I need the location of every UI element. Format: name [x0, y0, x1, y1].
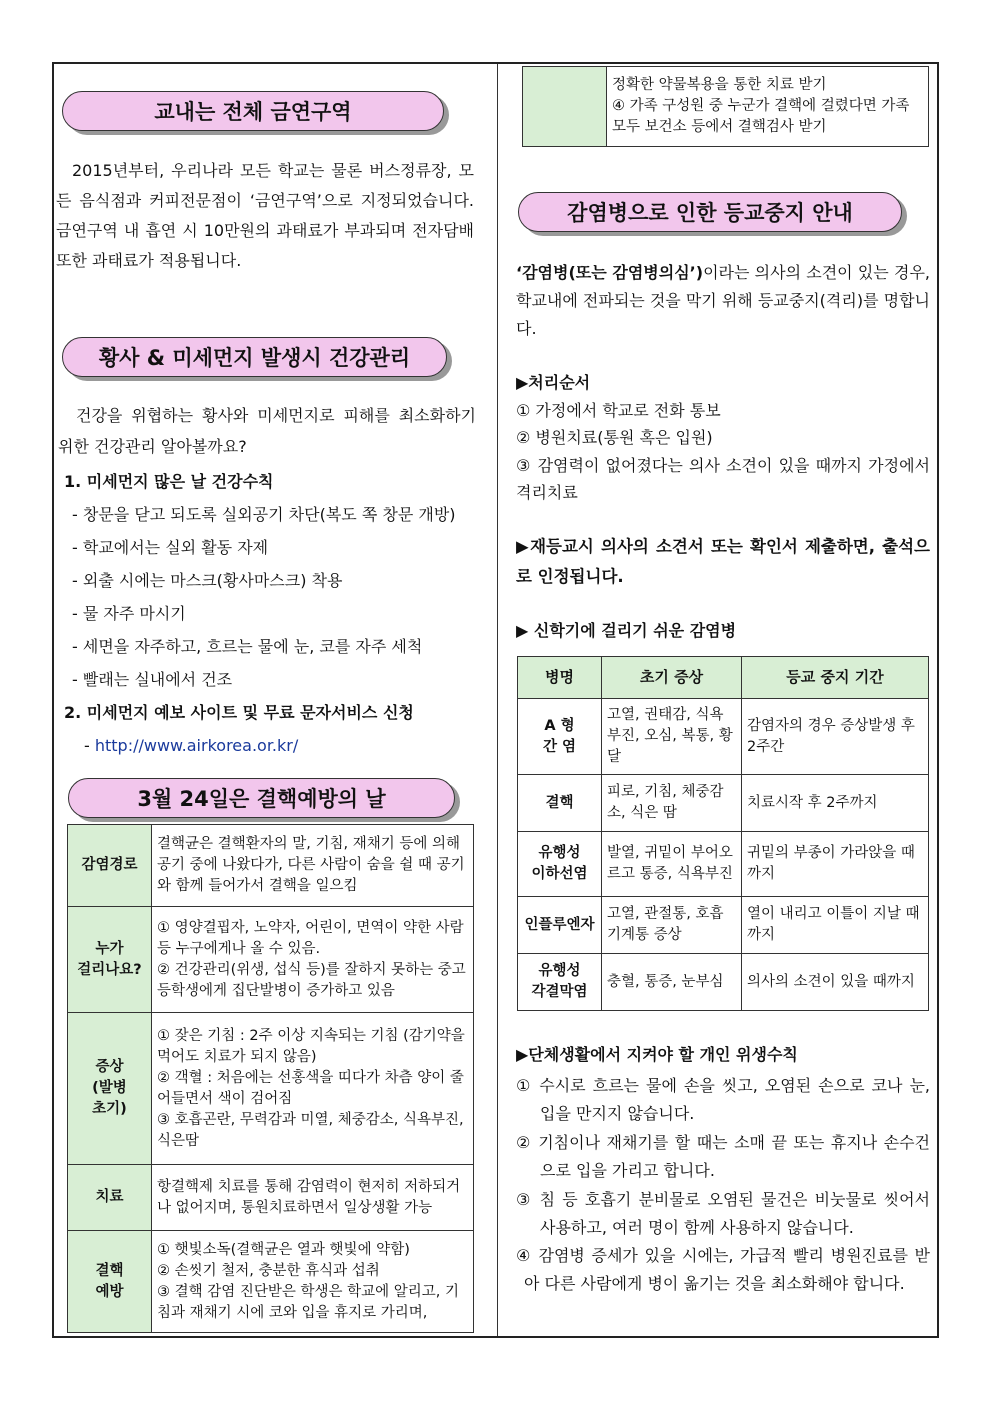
table-row	[518, 775, 929, 832]
hygiene-title: ▶단체생활에서 지켜야 할 개인 위생수칙	[516, 1045, 798, 1064]
disease-name: A 형 간 염	[518, 699, 602, 775]
smoking-body: 2015년부터, 우리나라 모든 학교는 물론 버스정류장, 모든 음식점과 커피전문점이 ‘금연구역’으로 지정되었습니다. 금연구역 내 흡연 시 10만원의 과태료가 부과되며 전자담배 또한 과태료가 적용됩니다.	[56, 161, 474, 270]
column-divider	[497, 64, 498, 1336]
tb-label: 누가 걸리나요?	[68, 907, 152, 1013]
disease-symptom: 고열, 관절통, 호흡기계통 증상	[602, 897, 742, 954]
disease-name: 유행성 이하선염	[518, 832, 602, 897]
tb-text: 결핵균은 결핵환자의 말, 기침, 재채기 등에 의해 공기 중에 나왔다가, 다른 사람이 숨을 쉴 때 공기와 함께 들어가서 결핵을 일으킴	[152, 825, 474, 907]
heading-dust	[62, 337, 447, 377]
dust-sub2: 2. 미세먼지 예보 사이트 및 무료 문자서비스 신청	[64, 703, 414, 722]
hygiene-item: ④ 감염병 증세가 있을 시에는, 가급적 빨리 병원진료를 받아 다른 사람에게 병이 옮기는 것을 최소화해야 합니다.	[516, 1246, 930, 1293]
heading-dust-text: 황사 & 미세먼지 발생시 건강관리	[98, 346, 411, 370]
dust-item: - 물 자주 마시기	[72, 604, 186, 623]
table-header-row	[518, 657, 929, 699]
hygiene-item: ② 기침이나 재채기를 할 때는 소매 끝 또는 휴지나 손수건으로 입을 가리고 합니다.	[516, 1133, 930, 1180]
table-row	[518, 699, 929, 775]
infect-intro	[516, 259, 930, 343]
disease-symptom: 피로, 기침, 체중감소, 식은 땀	[602, 775, 742, 832]
disease-period: 귀밑의 부종이 가라앉을 때까지	[742, 832, 929, 897]
proc-item: ③ 감염력이 없어졌다는 의사 소견이 있을 때까지 가정에서 격리치료	[516, 456, 930, 502]
disease-period: 치료시작 후 2주까지	[742, 775, 929, 832]
col-header: 병명	[518, 657, 602, 699]
tb-text: ① 영양결핍자, 노약자, 어린이, 면역이 약한 사람 등 누구에게나 올 수 있음. ② 건강관리(위생, 섭식 등)를 잘하지 못하는 중고등학생에게 집단발병이 증가하고 있음	[152, 907, 474, 1013]
disease-symptom: 발열, 귀밑이 부어오르고 통증, 식욕부진	[602, 832, 742, 897]
table-row	[518, 897, 929, 954]
table-row	[523, 67, 929, 147]
proc-item: ① 가정에서 학교로 전화 통보	[516, 401, 721, 420]
return-note: ▶재등교시 의사의 소견서 또는 확인서 제출하면, 출석으로 인정됩니다.	[516, 537, 930, 586]
dust-item: - 세면을 자주하고, 흐르는 물에 눈, 코를 자주 세척	[72, 637, 423, 656]
hygiene-item: ① 수시로 흐르는 물에 손을 씻고, 오염된 손으로 코나 눈, 입을 만지지 않습니다.	[516, 1076, 930, 1123]
heading-infect	[518, 192, 902, 232]
proc-title: ▶처리순서	[516, 373, 591, 392]
col-header: 등교 중지 기간	[742, 657, 929, 699]
table-row	[68, 1165, 474, 1231]
tb-text: ① 잦은 기침 : 2주 이상 지속되는 기침 (감기약을 먹어도 치료가 되지 않음) ② 객혈 : 처음에는 선홍색을 띠다가 차츰 양이 줄어들면서 색이 검어짐 ③ 호흡곤란, 무력감과 미열, 체중감소, 식욕부진, 식은땀	[152, 1013, 474, 1165]
tb-label: 결핵 예방	[68, 1231, 152, 1333]
table-row	[68, 907, 474, 1013]
disease-period: 의사의 소견이 있을 때까지	[742, 954, 929, 1011]
tb-continued-text: 정확한 약물복용을 통한 치료 받기 ④ 가족 구성원 중 누군가 결핵에 걸렸다면 가족 모두 보건소 등에서 결핵검사 받기	[607, 67, 929, 147]
tb-label: 증상 (발병 초기)	[68, 1013, 152, 1165]
table-row	[518, 954, 929, 1011]
infection-table	[517, 656, 929, 1011]
tb-label-empty	[523, 67, 607, 147]
dust-item: - 창문을 닫고 되도록 실외공기 차단(복도 쪽 창문 개방)	[72, 505, 456, 524]
infect-intro-rest: 이라는 의사의 소견이 있는 경우, 학교내에 전파되는 것을 막기 위해 등교중지(격리)를 명합니다.	[516, 263, 930, 338]
disease-name: 유행성 각결막염	[518, 954, 602, 1011]
heading-infect-text: 감염병으로 인한 등교중지 안내	[567, 201, 853, 225]
disease-period: 열이 내리고 이틀이 지날 때까지	[742, 897, 929, 954]
dust-intro: 건강을 위협하는 황사와 미세먼지로 피해를 최소화하기 위한 건강관리 알아볼까요?	[58, 406, 476, 456]
heading-tb	[68, 778, 455, 818]
disease-symptom: 충혈, 통증, 눈부심	[602, 954, 742, 1011]
proc-item: ② 병원치료(통원 혹은 입원)	[516, 428, 713, 447]
infect-intro-bold: ‘감염병(또는 감염병의심’)	[516, 263, 704, 282]
table-title: ▶ 신학기에 걸리기 쉬운 감염병	[516, 621, 737, 640]
disease-name: 인플루엔자	[518, 897, 602, 954]
airkorea-link[interactable]: http://www.airkorea.or.kr/	[94, 736, 299, 755]
link-dash: -	[84, 736, 95, 755]
col-header: 초기 증상	[602, 657, 742, 699]
dust-sub1: 1. 미세먼지 많은 날 건강수칙	[64, 472, 274, 491]
tb-text: ① 햇빛소독(결핵균은 열과 햇빛에 약함) ② 손씻기 철저, 충분한 휴식과 섭취 ③ 결핵 감염 진단받은 학생은 학교에 알리고, 기침과 재채기 시에 코와 입을 휴지로 가리며,	[152, 1231, 474, 1333]
dust-item: - 빨래는 실내에서 건조	[72, 670, 233, 689]
airkorea-line	[84, 735, 298, 757]
tb-label: 감염경로	[68, 825, 152, 907]
disease-period: 감염자의 경우 증상발생 후 2주간	[742, 699, 929, 775]
tb-table	[67, 824, 474, 1333]
disease-symptom: 고열, 권태감, 식욕부진, 오심, 복통, 황달	[602, 699, 742, 775]
table-row	[518, 832, 929, 897]
dust-item: - 학교에서는 실외 활동 자제	[72, 538, 269, 557]
heading-smoking	[62, 91, 444, 131]
tb-text: 항결핵제 치료를 통해 감염력이 현저히 저하되거나 없어지며, 통원치료하면서 일상생활 가능	[152, 1165, 474, 1231]
table-row	[68, 1231, 474, 1333]
tb-table-continued	[522, 66, 929, 147]
table-row	[68, 1013, 474, 1165]
heading-tb-text: 3월 24일은 결핵예방의 날	[137, 787, 386, 811]
dust-item: - 외출 시에는 마스크(황사마스크) 착용	[72, 571, 343, 590]
table-row	[68, 825, 474, 907]
hygiene-item: ③ 침 등 호흡기 분비물로 오염된 물건은 비눗물로 씻어서 사용하고, 여러 명이 함께 사용하지 않습니다.	[516, 1190, 930, 1237]
tb-label: 치료	[68, 1165, 152, 1231]
heading-smoking-text: 교내는 전체 금연구역	[154, 100, 352, 124]
disease-name: 결핵	[518, 775, 602, 832]
